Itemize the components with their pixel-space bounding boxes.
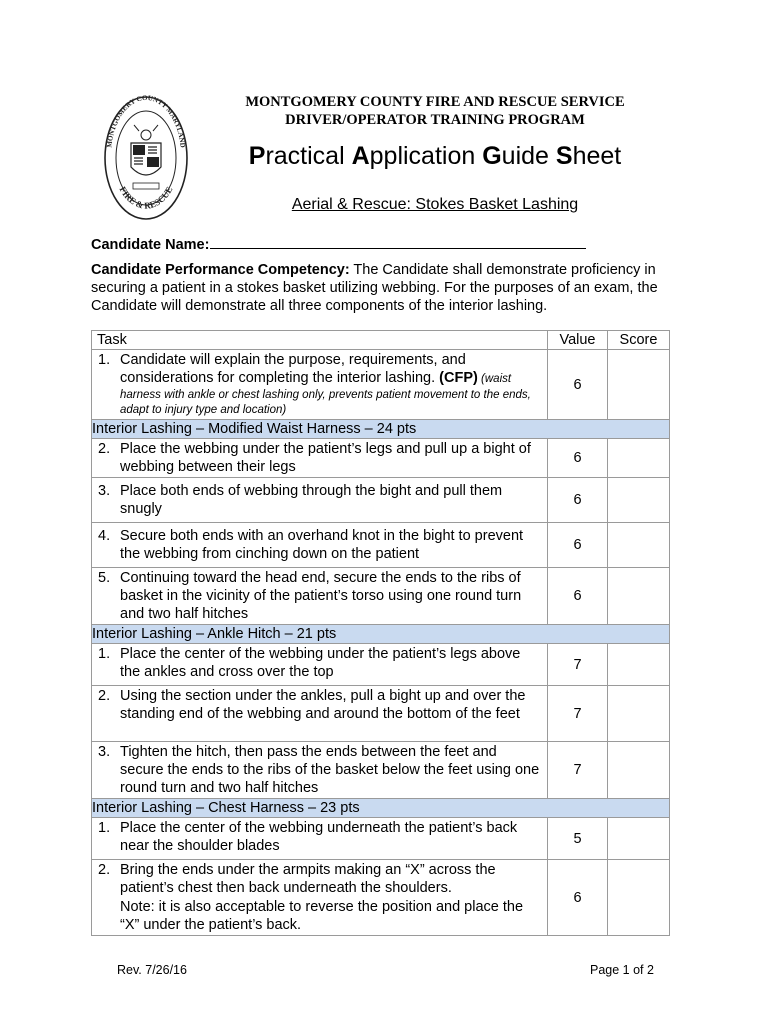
- task-value: 5: [548, 818, 608, 860]
- program-name: DRIVER/OPERATOR TRAINING PROGRAM: [285, 112, 585, 128]
- task-value: 6: [548, 568, 608, 625]
- table-row: [92, 742, 670, 799]
- task-text: Candidate will explain the purpose, requirements, and considerations for completing the interior lashing. (CFP) (waist: [120, 352, 512, 386]
- score-cell[interactable]: [608, 350, 670, 420]
- page-number: Page 1 of 2: [590, 963, 654, 977]
- task-header: Task: [92, 331, 548, 350]
- candidate-name-line[interactable]: [210, 234, 586, 249]
- table-row: [92, 350, 670, 420]
- task-text: Place the center of the webbing underneath the patient’s back near the shoulder blades: [120, 820, 518, 854]
- table-row: [92, 644, 670, 686]
- task-text: Continuing toward the head end, secure the ends to the ribs of basket in the vicinity of the patient’s torso using one round turn and two half hitches: [120, 570, 522, 622]
- task-value: 6: [548, 478, 608, 523]
- value-header: Value: [548, 331, 608, 350]
- svg-text:FIRE & RESCUE: FIRE & RESCUE: [117, 184, 175, 211]
- task-cell: [92, 350, 548, 420]
- score-header: Score: [608, 331, 670, 350]
- task-text: Bring the ends under the armpits making an “X” across the patient’s chest then back underneath the shoulders.: [120, 862, 496, 896]
- task-number: 1.: [98, 820, 111, 836]
- section-title: Interior Lashing – Chest Harness – 23 pts: [92, 799, 670, 818]
- task-number: 3.: [98, 483, 111, 499]
- county-seal-logo: [103, 95, 189, 221]
- task-number: 2.: [98, 441, 111, 457]
- task-text: Secure both ends with an overhand knot in the bight to prevent the webbing from cinching down on the patient: [120, 528, 524, 562]
- task-value: 6: [548, 860, 608, 936]
- task-table: [91, 330, 670, 936]
- score-cell[interactable]: [608, 523, 670, 568]
- page-title: Practical Application Guide Sheet: [248, 142, 622, 170]
- task-note: Note: it is also acceptable to reverse the position and place the “X” under the patient’s back.: [120, 899, 524, 933]
- task-value: 6: [548, 523, 608, 568]
- score-cell[interactable]: [608, 568, 670, 625]
- task-text: Tighten the hitch, then pass the ends between the feet and secure the ends to the ribs of the basket below the feet using one round turn and two half hitches: [120, 744, 540, 796]
- score-cell[interactable]: [608, 742, 670, 799]
- task-value: 7: [548, 742, 608, 799]
- page-subtitle: Aerial & Rescue: Stokes Basket Lashing: [291, 196, 579, 213]
- section-title: Interior Lashing – Modified Waist Harness – 24 pts: [92, 420, 670, 439]
- competency-text: The Candidate shall demonstrate proficiency in securing a patient in a stokes basket utilizing webbing. For the purposes of an exam, the Candidate will demonstrate all three components of the interior lashing.: [91, 262, 658, 314]
- score-cell[interactable]: [608, 686, 670, 742]
- competency-paragraph: [91, 261, 691, 315]
- task-number: 2.: [98, 688, 111, 704]
- score-cell[interactable]: [608, 818, 670, 860]
- task-number: 1.: [98, 646, 111, 662]
- candidate-name-field: [91, 234, 586, 253]
- task-text: Using the section under the ankles, pull a bight up and over the standing end of the webbing and around the bottom of the feet: [120, 688, 526, 722]
- table-row: [92, 523, 670, 568]
- score-cell[interactable]: [608, 860, 670, 936]
- task-text: Place the webbing under the patient’s legs and pull up a bight of webbing between their legs: [120, 441, 531, 475]
- competency-label: Candidate Performance Competency:: [91, 262, 350, 278]
- task-text: Place both ends of webbing through the bight and pull them snugly: [120, 483, 503, 517]
- score-cell[interactable]: [608, 478, 670, 523]
- task-value: 6: [548, 439, 608, 478]
- task-number: 3.: [98, 744, 111, 760]
- score-cell[interactable]: [608, 439, 670, 478]
- candidate-name-label: Candidate Name:: [91, 237, 210, 253]
- section-header-row: [92, 625, 670, 644]
- task-value: 7: [548, 686, 608, 742]
- task-value: 6: [548, 350, 608, 420]
- task-number: 5.: [98, 570, 111, 586]
- org-name: MONTGOMERY COUNTY FIRE AND RESCUE SERVICE: [245, 94, 625, 110]
- table-header-row: [92, 331, 670, 350]
- svg-text:MONTGOMERY COUNTY MARYLAND: MONTGOMERY COUNTY MARYLAND: [105, 95, 187, 149]
- table-row: [92, 860, 670, 936]
- section-header-row: [92, 420, 670, 439]
- section-header-row: [92, 799, 670, 818]
- task-text: Place the center of the webbing under the patient’s legs above the ankles and cross over the top: [120, 646, 521, 680]
- task-number: 4.: [98, 528, 111, 544]
- table-row: [92, 818, 670, 860]
- table-row: [92, 686, 670, 742]
- task-note: harness with ankle or chest lashing only, prevents patient movement to the ends, adapt to injury type and location): [120, 389, 531, 416]
- score-cell[interactable]: [608, 644, 670, 686]
- section-title: Interior Lashing – Ankle Hitch – 21 pts: [92, 625, 670, 644]
- revision-date: Rev. 7/26/16: [117, 963, 187, 977]
- table-row: [92, 568, 670, 625]
- table-row: [92, 478, 670, 523]
- task-value: 7: [548, 644, 608, 686]
- task-number: 2.: [98, 862, 111, 878]
- task-number: 1.: [98, 352, 111, 368]
- table-row: [92, 439, 670, 478]
